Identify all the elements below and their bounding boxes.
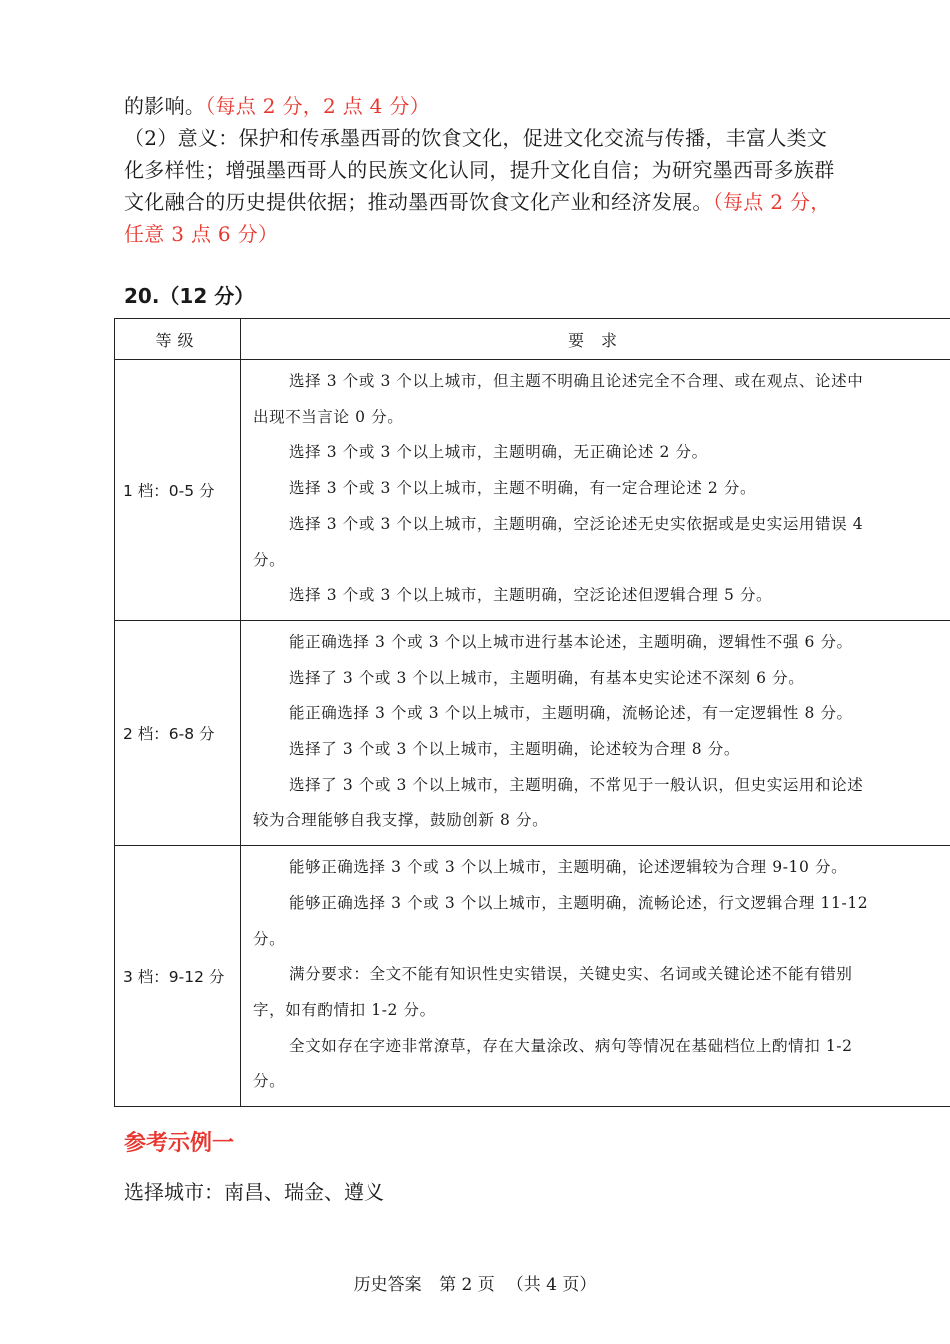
requirement-line: 选择 3 个或 3 个以上城市，主题明确，空泛论述无史实依据或是史实运用错误 4 (289, 514, 864, 533)
grade-row (115, 360, 950, 621)
grade-level: 1 档：0-5 分 (115, 360, 241, 621)
header-level: 等级 (115, 319, 241, 360)
grade-row (115, 620, 950, 845)
requirement-line: 选择 3 个或 3 个以上城市，主题不明确，有一定合理论述 2 分。 (289, 479, 757, 498)
footer-page: 第 2 页 (439, 1275, 495, 1295)
requirement-line: 选择了 3 个或 3 个以上城市，主题明确，不常见于一般认识，但史实运用和论述 (289, 775, 864, 794)
header-requirement: 要 求 (241, 319, 950, 360)
requirement-line: 分。 (253, 550, 286, 569)
requirement-line: 全文如存在字迹非常潦草，存在大量涂改、病句等情况在基础档位上酌情扣 1-2 (289, 1036, 853, 1055)
grading-body (115, 360, 950, 1107)
question-title: 20.（12 分） (124, 284, 255, 308)
grading-table (114, 318, 950, 1107)
requirement-line: 较为合理能够自我支撑，鼓励创新 8 分。 (253, 811, 549, 830)
table-header-row (115, 319, 950, 360)
grade-requirements (241, 846, 950, 1107)
requirement-line: 分。 (253, 929, 286, 948)
intro-line-1 (124, 90, 844, 122)
requirement-line: 选择 3 个或 3 个以上城市，但主题不明确且论述完全不合理、或在观点、论述中 (289, 372, 864, 390)
example-city-line: 选择城市：南昌、瑞金、遵义 (124, 1180, 384, 1204)
intro-line1-score: （每点 2 分，2 点 4 分） (205, 94, 430, 118)
requirement-line: 能正确选择 3 个或 3 个以上城市，主题明确，流畅论述，有一定逻辑性 8 分。 (289, 704, 853, 723)
page-footer (0, 1270, 950, 1295)
requirement-line: 分。 (253, 1072, 286, 1091)
significance-paragraph (124, 122, 844, 250)
significance-text: （2）意义：保护和传承墨西哥的饮食文化，促进文化交流与传播，丰富人类文化多样性；增强墨西哥人的民族文化认同，提升文化自信；为研究墨西哥多族群文化融合的历史提供依据；推动墨西哥饮食文化产业和经济发展。 (124, 126, 835, 214)
requirement-line: 选择 3 个或 3 个以上城市，主题明确，空泛论述但逻辑合理 5 分。 (289, 586, 773, 605)
example-title: 参考示例一 (124, 1131, 235, 1156)
requirement-line: 字，如有酌情扣 1-2 分。 (253, 1000, 436, 1019)
grade-row (115, 846, 950, 1107)
footer-subject: 历史答案 (353, 1275, 422, 1295)
requirement-line: 选择了 3 个或 3 个以上城市，主题明确，有基本史实论述不深刻 6 分。 (289, 668, 805, 687)
requirement-line: 能够正确选择 3 个或 3 个以上城市，主题明确，流畅论述，行文逻辑合理 11-12 (289, 893, 869, 912)
requirement-line: 能够正确选择 3 个或 3 个以上城市，主题明确，论述逻辑较为合理 9-10 分。 (289, 858, 848, 877)
requirement-line: 选择 3 个或 3 个以上城市，主题明确，无正确论述 2 分。 (289, 443, 708, 462)
requirement-line: 选择了 3 个或 3 个以上城市，主题明确，论述较为合理 8 分。 (289, 740, 740, 759)
footer-total: （共 4 页） (506, 1275, 597, 1295)
requirement-line: 能正确选择 3 个或 3 个以上城市进行基本论述，主题明确，逻辑性不强 6 分。 (289, 632, 853, 651)
grade-requirements (241, 360, 950, 621)
intro-line1-text: 的影响。 (124, 94, 206, 118)
grade-level: 2 档：6-8 分 (115, 620, 241, 845)
requirement-line: 出现不当言论 0 分。 (253, 407, 404, 426)
requirement-line: 满分要求：全文不能有知识性史实错误，关键史实、名词或关键论述不能有错别 (289, 965, 853, 984)
significance-score: （每点 2 分，任意 3 点 6 分） (124, 190, 831, 246)
grade-requirements (241, 620, 950, 845)
grade-level: 3 档：9-12 分 (115, 846, 241, 1107)
